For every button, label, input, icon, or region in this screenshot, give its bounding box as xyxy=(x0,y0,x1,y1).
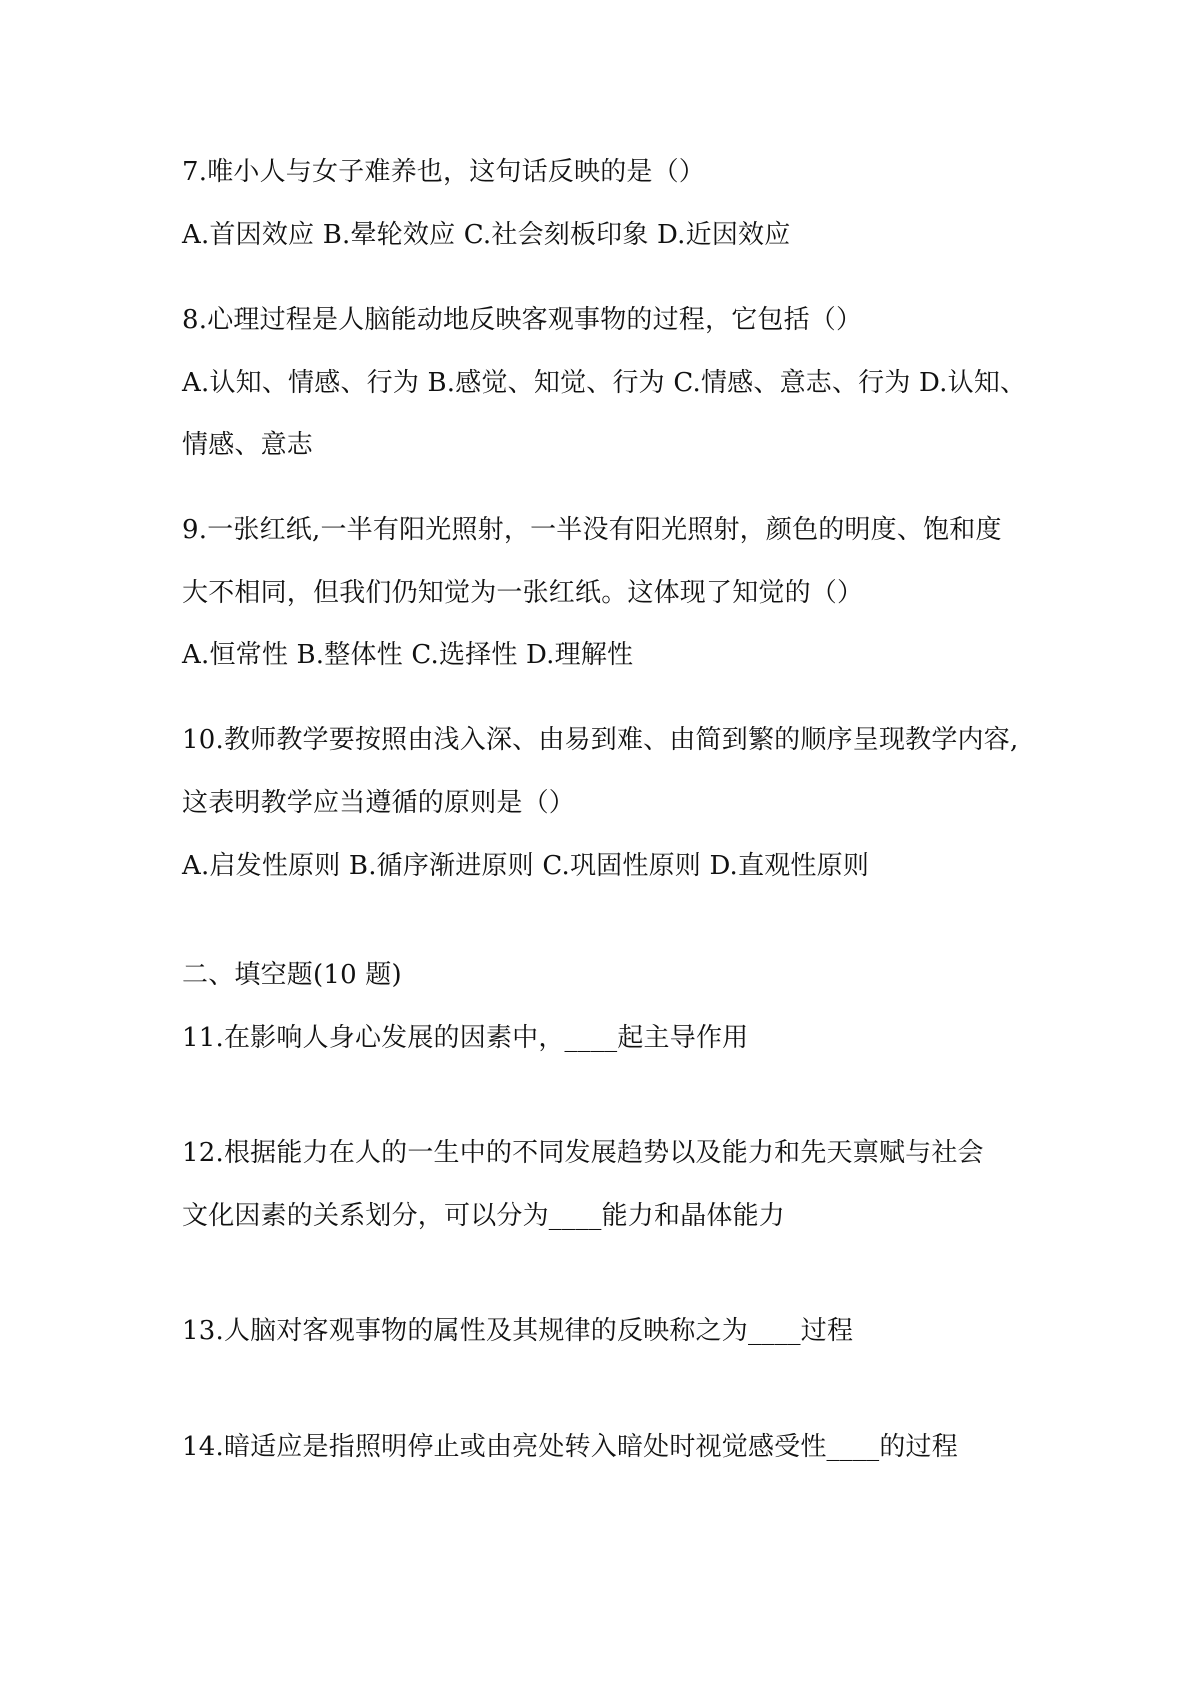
fill-blank-12-line-2: 文化因素的关系划分，可以分为____能力和晶体能力 xyxy=(182,1201,786,1231)
fill-blank-13: 13.人脑对客观事物的属性及其规律的反映称之为____过程 xyxy=(182,1316,854,1346)
fill-blank-14: 14.暗适应是指照明停止或由亮处转入暗处时视觉感受性____的过程 xyxy=(182,1432,958,1462)
question-7-options: A.首因效应 B.晕轮效应 C.社会刻板印象 D.近因效应 xyxy=(182,220,791,250)
fill-blank-11: 11.在影响人身心发展的因素中，____起主导作用 xyxy=(182,1023,749,1053)
question-9-options: A.恒常性 B.整体性 C.选择性 D.理解性 xyxy=(182,640,634,670)
question-7-stem: 7.唯小人与女子难养也，这句话反映的是（） xyxy=(182,157,706,187)
question-8-options-line-2: 情感、意志 xyxy=(182,430,314,460)
question-8-options-line-1: A.认知、情感、行为 B.感觉、知觉、行为 C.情感、意志、行为 D.认知、 xyxy=(182,368,1027,398)
question-10-options: A.启发性原则 B.循序渐进原则 C.巩固性原则 D.直观性原则 xyxy=(182,851,870,881)
question-9-stem-line-1: 9.一张红纸,一半有阳光照射，一半没有阳光照射，颜色的明度、饱和度 xyxy=(182,515,1002,545)
question-10-stem-line-1: 10.教师教学要按照由浅入深、由易到难、由简到繁的顺序呈现教学内容, xyxy=(182,725,1019,755)
question-8-stem: 8.心理过程是人脑能动地反映客观事物的过程，它包括（） xyxy=(182,305,863,335)
fill-blank-12-line-1: 12.根据能力在人的一生中的不同发展趋势以及能力和先天禀赋与社会 xyxy=(182,1138,984,1168)
question-10-stem-line-2: 这表明教学应当遵循的原则是（） xyxy=(182,788,576,818)
question-9-stem-line-2: 大不相同，但我们仍知觉为一张红纸。这体现了知觉的（） xyxy=(182,578,864,608)
section-title: 二、填空题(10 题) xyxy=(182,960,402,990)
